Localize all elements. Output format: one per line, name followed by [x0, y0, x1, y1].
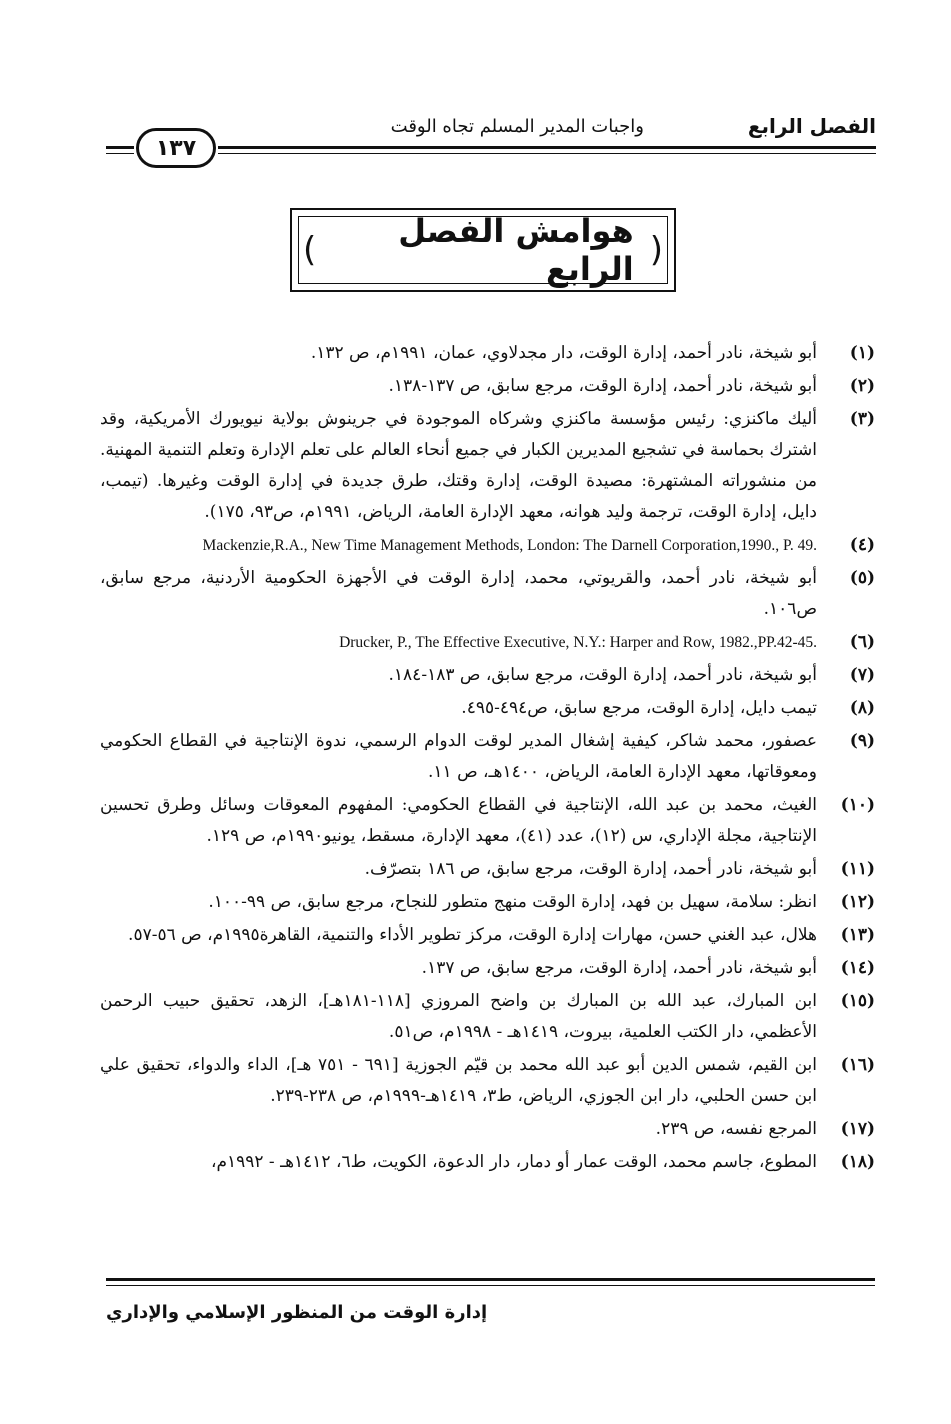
footnote-text: أبو شيخة، نادر أحمد، إدارة الوقت، مرجع سابق، ص ١٨٦ بتصرّف. — [364, 859, 817, 879]
footnote — [100, 563, 875, 625]
footnote — [100, 726, 875, 788]
footnote — [100, 1114, 875, 1145]
footnote — [100, 1050, 875, 1112]
footnote-text: أبو شيخة، نادر أحمد، إدارة الوقت، دار مجدلاوي، عمان، ١٩٩١م، ص ١٣٢. — [310, 343, 817, 363]
footnote — [100, 371, 875, 402]
footnote-text: الغيث، محمد بن عبد الله، الإنتاجية في القطاع الحكومي: المفهوم المعوقات وسائل وطرق تحسين الإنتاجية، مجلة الإداري، س (١٢)، عدد (٤١)، معهد الإدارة، مسقط، يونيو١٩٩٠م، ص ١٢٩. — [100, 795, 817, 846]
footnote-text: أبو شيخة، نادر أحمد، والقريوتي، محمد، إدارة الوقت في الأجهزة الحكومية الأردنية، مرجع سابق، ص١٠٦. — [100, 568, 817, 619]
header-rule-thin — [218, 153, 876, 154]
footnote-text: أبو شيخة، نادر أحمد، إدارة الوقت، مرجع سابق، ص ١٣٧. — [421, 958, 817, 978]
footnote — [100, 660, 875, 691]
footnote-text: المطوع، جاسم محمد، الوقت عمار أو دمار، دار الدعوة، الكويت، ط٦، ١٤١٢هـ - ١٩٩٢م، — [210, 1152, 817, 1172]
footer-rule-thin — [106, 1285, 875, 1286]
footnote-number: (١٠) — [840, 795, 875, 815]
footnote — [100, 854, 875, 885]
section-title: هوامش الفصل الرابع — [398, 212, 634, 288]
footnotes-list — [100, 338, 875, 1180]
footnote-text: عصفور، محمد شاكر، كيفية إشغال المدير لوقت الدوام الرسمي، ندوة الإنتاجية في القطاع الحكومي ومعوقاتها، معهد الإدارة العامة، الرياض، ١٤٠٠هـ، ص ١١. — [100, 731, 817, 782]
footnote-number: (١٨) — [840, 1152, 875, 1172]
ornament-left-icon: ( — [303, 230, 317, 270]
header-rule-left-thin — [106, 153, 134, 154]
footnote — [100, 693, 875, 724]
footnote-text: المرجع نفسه، ص ٢٣٩. — [655, 1119, 817, 1139]
footnote-number: (٤) — [849, 535, 875, 555]
footnote-text: أليك ماكنزي: رئيس مؤسسة ماكنزي وشركاه الموجودة في جرينوش بولاية نيويورك الأمريكية، وقد اشترك بحماسة في تشجيع المديرين الكبار في جميع أنحاء العالم على تعلم الإدارة وتعلم التنمية المهنية. من منشوراته المشتهرة: مصيدة الوقت، إدارة وقتك، طرق جديدة في إدارة الوقت وغيرها. (تيمب، دايل، إدارة الوقت، ترجمة وليد هوانه، معهد الإدارة العامة، الرياض، ١٩٩١م، ص٩٣، ١٧٥). — [100, 409, 817, 522]
footnote-number: (١٧) — [840, 1119, 875, 1139]
footnote-text: ابن المبارك، عبد الله بن المبارك بن واضح المروزي [١١٨-١٨١هـ]، الزهد، تحقيق حبيب الرحمن الأعظمي، دار الكتب العلمية، بيروت، ١٤١٩هـ - ١٩٩٨م، ص٥١. — [100, 991, 817, 1042]
footnote-number: (١٢) — [840, 892, 875, 912]
book-title: إدارة الوقت من المنظور الإسلامي والإداري — [106, 1302, 488, 1323]
ornament-right-icon: ) — [649, 230, 663, 270]
footnote — [100, 1147, 875, 1178]
footnote-number: (١٥) — [840, 991, 875, 1011]
footnote-number: (٢) — [849, 376, 875, 396]
page-number: ١٣٧ — [136, 128, 216, 168]
chapter-label: الفصل الرابع — [747, 114, 876, 138]
page-header — [106, 108, 876, 168]
footnote — [100, 920, 875, 951]
footnote-text: أبو شيخة، نادر أحمد، إدارة الوقت، مرجع سابق، ص ١٨٣-١٨٤. — [388, 665, 817, 685]
footnote-text: Mackenzie,R.A., New Time Management Methods, London: The Darnell Corporation,1990., P. 49. — [202, 537, 817, 554]
footer-rule — [106, 1278, 875, 1281]
footnote — [100, 887, 875, 918]
footnote-number: (١) — [849, 343, 875, 363]
footnote-text: ابن القيم، شمس الدين أبو عبد الله محمد بن قيّم الجوزية [٦٩١ - ٧٥١ هـ]، الداء والدواء، تحقيق علي ابن حسن الحلبي، دار ابن الجوزي، الرياض، ط٣، ١٤١٩هـ-١٩٩٩م، ص ٢٣٨-٢٣٩. — [100, 1055, 817, 1106]
section-title-frame — [290, 208, 676, 292]
footnote-number: (٩) — [849, 731, 875, 751]
footnote-text: انظر: سلامة، سهيل بن فهد، إدارة الوقت منهج متطور للنجاح، مرجع سابق، ص ٩٩-١٠٠. — [208, 892, 817, 912]
footnote-number: (١٦) — [840, 1055, 875, 1075]
footnote-text: هلال، عبد الغني حسن، مهارات إدارة الوقت، مركز تطوير الأداء والتنمية، القاهرة١٩٩٥م، ص ٥٦-٥٧. — [128, 925, 817, 945]
footnote-number: (٦) — [849, 632, 875, 652]
footnote — [100, 790, 875, 852]
footnote-number: (١١) — [840, 859, 875, 879]
running-title: واجبات المدير المسلم تجاه الوقت — [390, 116, 644, 137]
footnote-text: أبو شيخة، نادر أحمد، إدارة الوقت، مرجع سابق، ص ١٣٧-١٣٨. — [388, 376, 817, 396]
footnote — [100, 530, 875, 561]
footnote — [100, 338, 875, 369]
footnote — [100, 404, 875, 528]
footnote — [100, 986, 875, 1048]
header-rule — [218, 146, 876, 149]
footnote-number: (٥) — [849, 568, 875, 588]
footnote — [100, 627, 875, 658]
footnote — [100, 953, 875, 984]
footnote-text: تيمب دايل، إدارة الوقت، مرجع سابق، ص٤٩٤-٤٩٥. — [461, 698, 817, 718]
footnote-number: (٨) — [849, 698, 875, 718]
header-rule-left — [106, 146, 134, 149]
footnote-text: Drucker, P., The Effective Executive, N.Y.: Harper and Row, 1982.,PP.42-45. — [339, 634, 817, 651]
footnote-number: (٧) — [849, 665, 875, 685]
footnote-number: (١٤) — [840, 958, 875, 978]
footnote-number: (١٣) — [840, 925, 875, 945]
footnote-number: (٣) — [849, 409, 875, 429]
